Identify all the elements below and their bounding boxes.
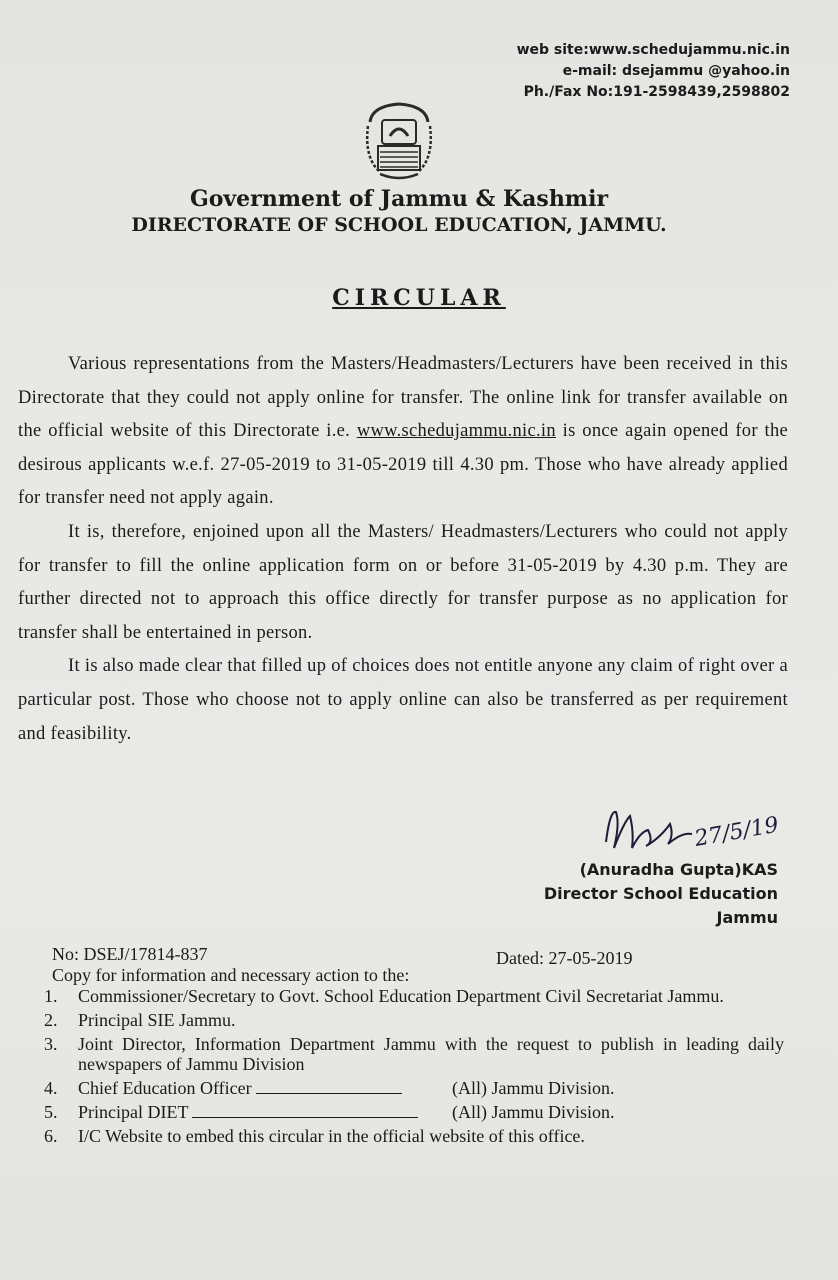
blank-line [192, 1103, 418, 1118]
handwritten-signature [600, 802, 790, 862]
list-item: 5. Principal DIET (All) Jammu Division. [44, 1102, 615, 1122]
list-item: 1. Commissioner/Secretary to Govt. School Education Department Civil Secretariat Jammu. [44, 986, 724, 1006]
copy-to-intro: Copy for information and necessary action to the: [52, 965, 410, 985]
signatory-name: (Anuradha Gupta)KAS [579, 860, 778, 879]
circular-title: CIRCULAR [332, 285, 506, 311]
reference-date: Dated: 27-05-2019 [496, 948, 633, 968]
state-emblem-icon [360, 100, 438, 182]
website-link[interactable]: www.schedujammu.nic.in [356, 421, 556, 442]
directorate-heading: DIRECTORATE OF SCHOOL EDUCATION, JAMMU. [131, 214, 667, 236]
svg-text:27/5/19: 27/5/19 [692, 812, 781, 852]
paragraph-2: It is, therefore, enjoined upon all the Masters/ Headmasters/Lecturers who could not apply for transfer to fill the online application form on or before 31-05-2019 by 4.30 p.m. They are further directed not to approach this office directly for transfer purpose as no application for transfer shall be entertained in person. [18, 521, 788, 643]
reference-number: No: DSEJ/17814-837 [52, 944, 208, 964]
reference-row [52, 942, 682, 966]
list-item: 2. Principal SIE Jammu. [44, 1010, 236, 1030]
signatory-block [544, 858, 778, 930]
copy-to-list [44, 986, 784, 1150]
email-line: e-mail: dsejammu @yahoo.in [562, 63, 790, 79]
list-item: 6. I/C Website to embed this circular in the official website of this office. [44, 1126, 585, 1146]
website-line: web site:www.schedujammu.nic.in [516, 42, 790, 58]
list-item: 4. Chief Education Officer (All) Jammu Division. [44, 1078, 615, 1098]
contact-block [517, 40, 790, 103]
government-heading: Government of Jammu & Kashmir [189, 186, 609, 212]
phone-fax-line: Ph./Fax No:191-2598439,2598802 [523, 84, 790, 100]
signatory-place: Jammu [716, 908, 778, 927]
circular-body [18, 348, 788, 751]
blank-line [256, 1079, 402, 1094]
paragraph-1: Various representations from the Masters/Headmasters/Lecturers have been received in this Directorate that they could not apply online for transfer. The online link for transfer available on the official website of this Directorate i.e. www.schedujammu.nic.in is once again opened for the desirous applicants w.e.f. 27-05-2019 to 31-05-2019 till 4.30 pm. Those who have already applied for transfer need not apply again. [18, 354, 788, 509]
paragraph-3: It is also made clear that filled up of choices does not entitle anyone any claim of right over a particular post. Those who choose not to apply online can also be transferred as per requirement and feasibility. [18, 656, 788, 744]
signatory-designation: Director School Education [543, 884, 778, 903]
list-item: 3. Joint Director, Information Department Jammu with the request to publish in leading daily newspapers of Jammu Division [44, 1034, 784, 1074]
